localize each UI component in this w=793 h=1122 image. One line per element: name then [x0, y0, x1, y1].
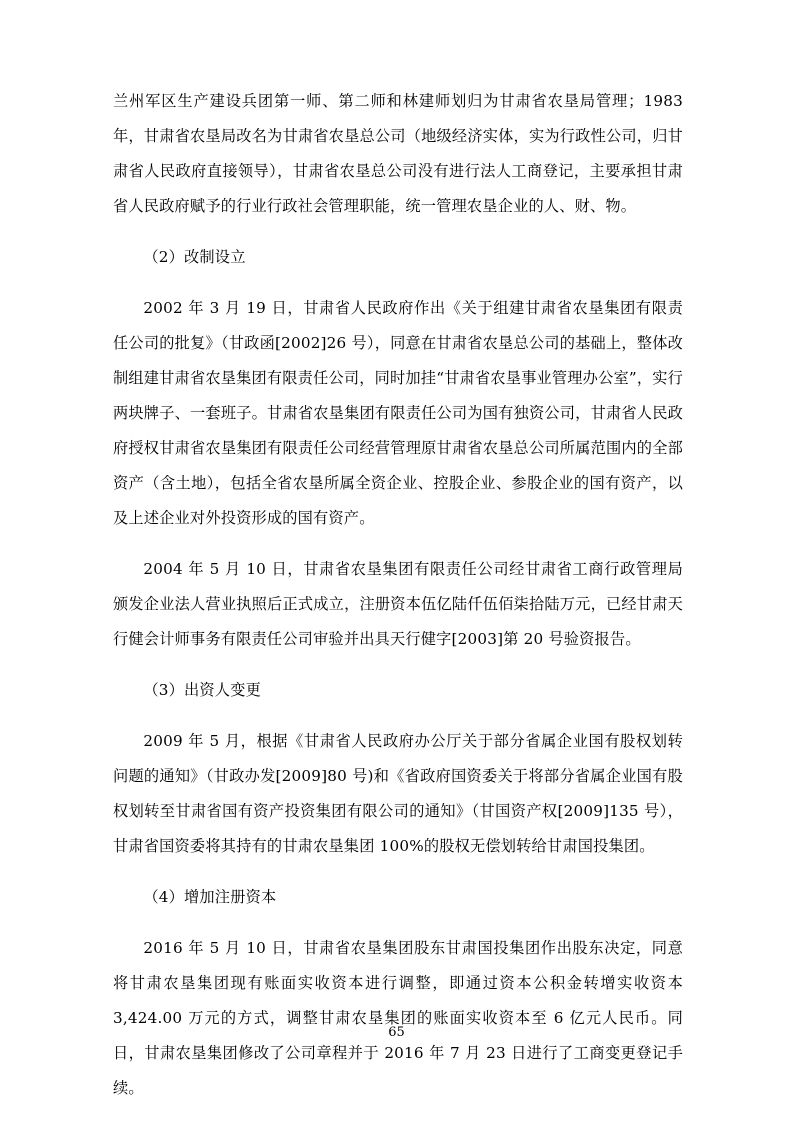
paragraph-5: （3）出资人变更	[143, 681, 261, 699]
paragraph-1: 兰州军区生产建设兵团第一师、第二师和林建师划归为甘肃省农垦局管理；1983年，甘肃省农垦局改名为甘肃省农垦总公司（地级经济实体，实为行政性公司，归甘肃省人民政府直接领导），甘肃省农垦总公司没有进行法人工商登记，主要承担甘肃省人民政府赋予的行业行政社会管理职能，统一管理农垦企业的人、财、物。	[113, 92, 683, 215]
paragraph-3: 2002 年 3 月 19 日，甘肃省人民政府作出《关于组建甘肃省农垦集团有限责任公司的批复》（甘政函[2002]26 号），同意在甘肃省农垦总公司的基础上，整体改制组建甘肃省农垦集团有限责任公司，同时加挂“甘肃省农垦事业管理办公室”，实行两块牌子、一套班子。甘肃省农垦集团有限责任公司为国有独资公司，甘肃省人民政府授权甘肃省农垦集团有限责任公司经营管理原甘肃省农垦总公司所属范围内的全部资产（含土地），包括全省农垦所属全资企业、控股企业、参股企业的国有资产，以及上述企业对外投资形成的国有资产。	[113, 299, 683, 527]
paragraph-6: 2009 年 5 月，根据《甘肃省人民政府办公厅关于部分省属企业国有股权划转问题的通知》（甘政办发[2009]80 号)和《省政府国资委关于将部分省属企业国有股权划转至甘肃省国有资产投资集团有限公司的通知》（甘国资产权[2009]135 号），甘肃省国资委将其持有的甘肃农垦集团 100%的股权无偿划转给甘肃国投集团。	[113, 732, 683, 855]
paragraph-2: （2）改制设立	[143, 248, 246, 266]
paragraph-8: 2016 年 5 月 10 日，甘肃省农垦集团股东甘肃国投集团作出股东决定，同意将甘肃农垦集团现有账面实收资本进行调整，即通过资本公积金转增实收资本3,424.00 万元的方式，调整甘肃农垦集团的账面实收资本至 6 亿元人民币。同日，甘肃农垦集团修改了公司章程并于 2016 年 7 月 23 日进行了工商变更登记手续。	[113, 939, 683, 1097]
paragraph-4: 2004 年 5 月 10 日，甘肃省农垦集团有限责任公司经甘肃省工商行政管理局颁发企业法人营业执照后正式成立，注册资本伍亿陆仟伍佰柒拾陆万元，已经甘肃天行健会计师事务有限责任公司审验并出具天行健字[2003]第 20 号验资报告。	[113, 560, 683, 648]
page-number: 65	[388, 1025, 405, 1040]
paragraph-7: （4）增加注册资本	[143, 888, 277, 906]
document-body	[113, 84, 683, 1106]
